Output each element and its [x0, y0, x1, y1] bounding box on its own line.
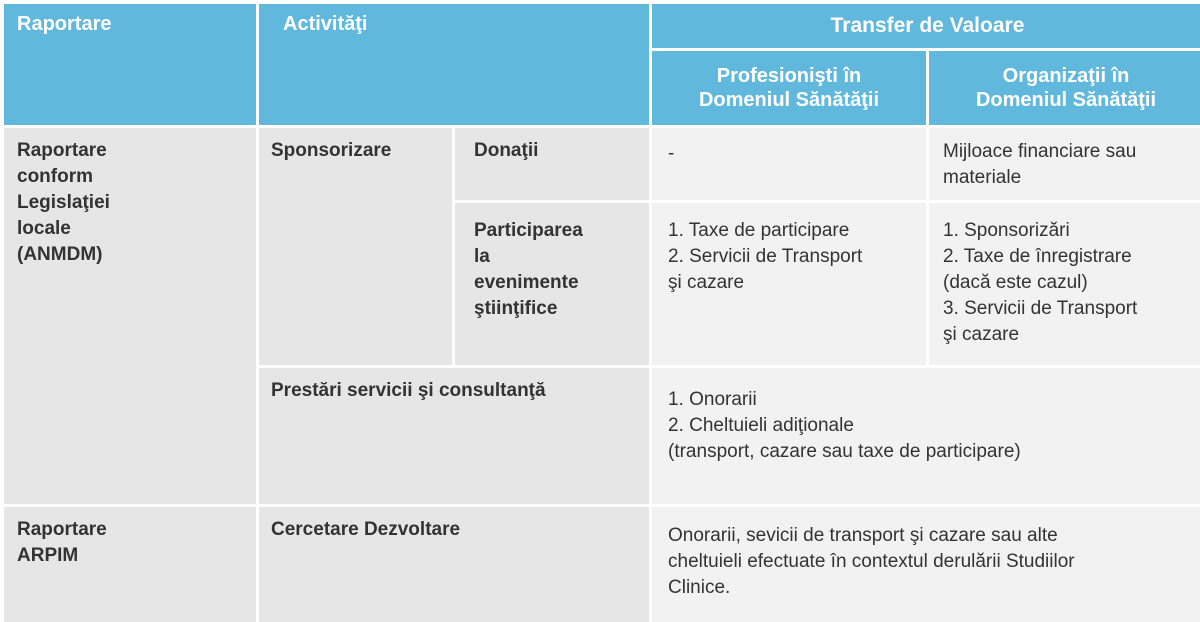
activity-scientific-events: Participarea la evenimente ştiinţifice: [455, 203, 649, 365]
header-reporting: Raportare: [4, 4, 256, 125]
activity-services-consultancy: Prestări servicii şi consultanţă: [259, 368, 649, 504]
header-transfer-of-value: Transfer de Valoare: [652, 4, 1200, 48]
activity-research-development: Cercetare Dezvoltare: [259, 507, 649, 622]
services-value: 1. Onorarii 2. Cheltuieli adiţionale (transport, cazare sau taxe de participare): [652, 368, 1200, 504]
header-healthcare-professionals: Profesionişti în Domeniul Sănătăţii: [652, 51, 926, 125]
events-professionals-value: 1. Taxe de participare 2. Servicii de Transport şi cazare: [652, 203, 926, 365]
donations-organizations-value: Mijloace financiare sau materiale: [929, 128, 1200, 200]
research-value: Onorarii, sevicii de transport şi cazare sau alte cheltuieli efectuate în contextul derulării Studiilor Clinice.: [652, 507, 1200, 622]
transfer-of-value-table: [4, 4, 1200, 617]
header-healthcare-organizations: Organizaţii în Domeniul Sănătăţii: [929, 51, 1200, 125]
reporting-local-legislation: Raportare conform Legislaţiei locale (ANMDM): [4, 128, 256, 504]
donations-professionals-value: -: [652, 128, 926, 200]
activity-sponsorship: Sponsorizare: [259, 128, 452, 365]
reporting-arpim: Raportare ARPIM: [4, 507, 256, 622]
header-activities: Activităţi: [259, 4, 649, 125]
events-organizations-value: 1. Sponsorizări 2. Taxe de înregistrare (dacă este cazul) 3. Servicii de Transport şi cazare: [929, 203, 1200, 365]
activity-donations: Donaţii: [455, 128, 649, 200]
